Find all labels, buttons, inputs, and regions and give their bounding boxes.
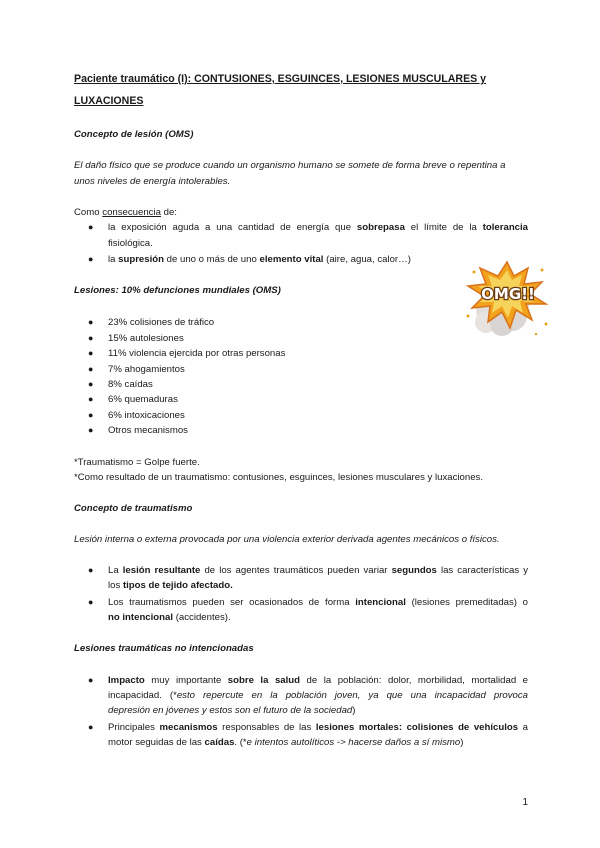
list-item-continuation: los tipos de tejido afectado. [108, 580, 233, 591]
list-item: Otros mecanismos [108, 425, 188, 436]
bullet-icon: ● [88, 333, 94, 343]
list-item: 8% caídas [108, 379, 153, 390]
list-item: Los traumatismos pueden ser ocasionados de forma intencional (lesiones premeditadas) o [108, 597, 528, 608]
heading-no-intencionadas: Lesiones traumáticas no intencionadas [74, 643, 254, 654]
heading-lesiones-defunciones: Lesiones: 10% defunciones mundiales (OMS) [74, 285, 281, 296]
list-item-continuation: depresión en jóvenes y estos son el futuro de la sociedad) [108, 705, 356, 716]
bullet-icon: ● [88, 394, 94, 404]
consequence-intro: Como consecuencia de: [74, 207, 177, 218]
omg-explosion-icon [462, 258, 552, 340]
list-item: 7% ahogamientos [108, 364, 185, 375]
title-line-2: LUXACIONES [74, 95, 144, 107]
list-item-continuation: no intencional (accidentes). [108, 612, 231, 623]
list-item: la supresión de uno o más de uno elemento vital (aire, agua, calor…) [108, 254, 411, 265]
omg-text: OMG!! [481, 285, 535, 303]
list-item: 6% intoxicaciones [108, 410, 185, 421]
list-item: 11% violencia ejercida por otras personas [108, 348, 286, 359]
bullet-icon: ● [88, 425, 94, 435]
list-item: Impacto muy importante sobre la salud de la población: dolor, morbilidad, mortalidad e [108, 675, 529, 686]
definition-traumatismo: Lesión interna o externa provocada por una violencia exterior derivada agentes mecánicos o físicos. [74, 534, 500, 545]
bullet-icon: ● [88, 675, 94, 685]
bullet-icon: ● [88, 597, 94, 607]
list-item: 15% autolesiones [108, 333, 184, 344]
bullet-icon: ● [88, 317, 94, 327]
definition-lesion-line-1: El daño físico que se produce cuando un organismo humano se somete de forma breve o repentina a [74, 160, 506, 171]
bullet-icon: ● [88, 254, 94, 264]
bullet-icon: ● [88, 379, 94, 389]
list-item: Principales mecanismos responsables de las lesiones mortales: colisiones de vehículos a [108, 722, 528, 733]
bullet-icon: ● [88, 565, 94, 575]
page-number: 1 [522, 797, 528, 808]
note-traumatismo: *Traumatismo = Golpe fuerte. [74, 457, 200, 468]
list-item-continuation: incapacidad. (*esto repercute en la población joven, ya que una incapacidad provoca [108, 690, 528, 701]
list-item: La lesión resultante de los agentes traumáticos pueden variar segundos las características y [108, 565, 528, 576]
bullet-icon: ● [88, 364, 94, 374]
bullet-icon: ● [88, 348, 94, 358]
list-item: la exposición aguda a una cantidad de energía que sobrepasa el límite de la tolerancia [108, 222, 529, 233]
list-item-continuation: motor seguidas de las caídas. (*e intentos autolíticos -> hacerse daños a sí mismo) [108, 737, 464, 748]
list-item-continuation: fisiológica. [108, 238, 153, 249]
bullet-icon: ● [88, 222, 94, 232]
list-item: 23% colisiones de tráfico [108, 317, 215, 328]
list-item: 6% quemaduras [108, 394, 178, 405]
title-line-1: Paciente traumático (I): CONTUSIONES, ESGUINCES, LESIONES MUSCULARES y [74, 73, 487, 85]
heading-concepto-lesion: Concepto de lesión (OMS) [74, 129, 194, 140]
heading-concepto-traumatismo: Concepto de traumatismo [74, 503, 193, 514]
definition-lesion-line-2: unos niveles de energía intolerables. [74, 176, 231, 187]
bullet-icon: ● [88, 722, 94, 732]
note-resultado: *Como resultado de un traumatismo: contusiones, esguinces, lesiones musculares y luxaciones. [74, 472, 484, 483]
bullet-icon: ● [88, 410, 94, 420]
